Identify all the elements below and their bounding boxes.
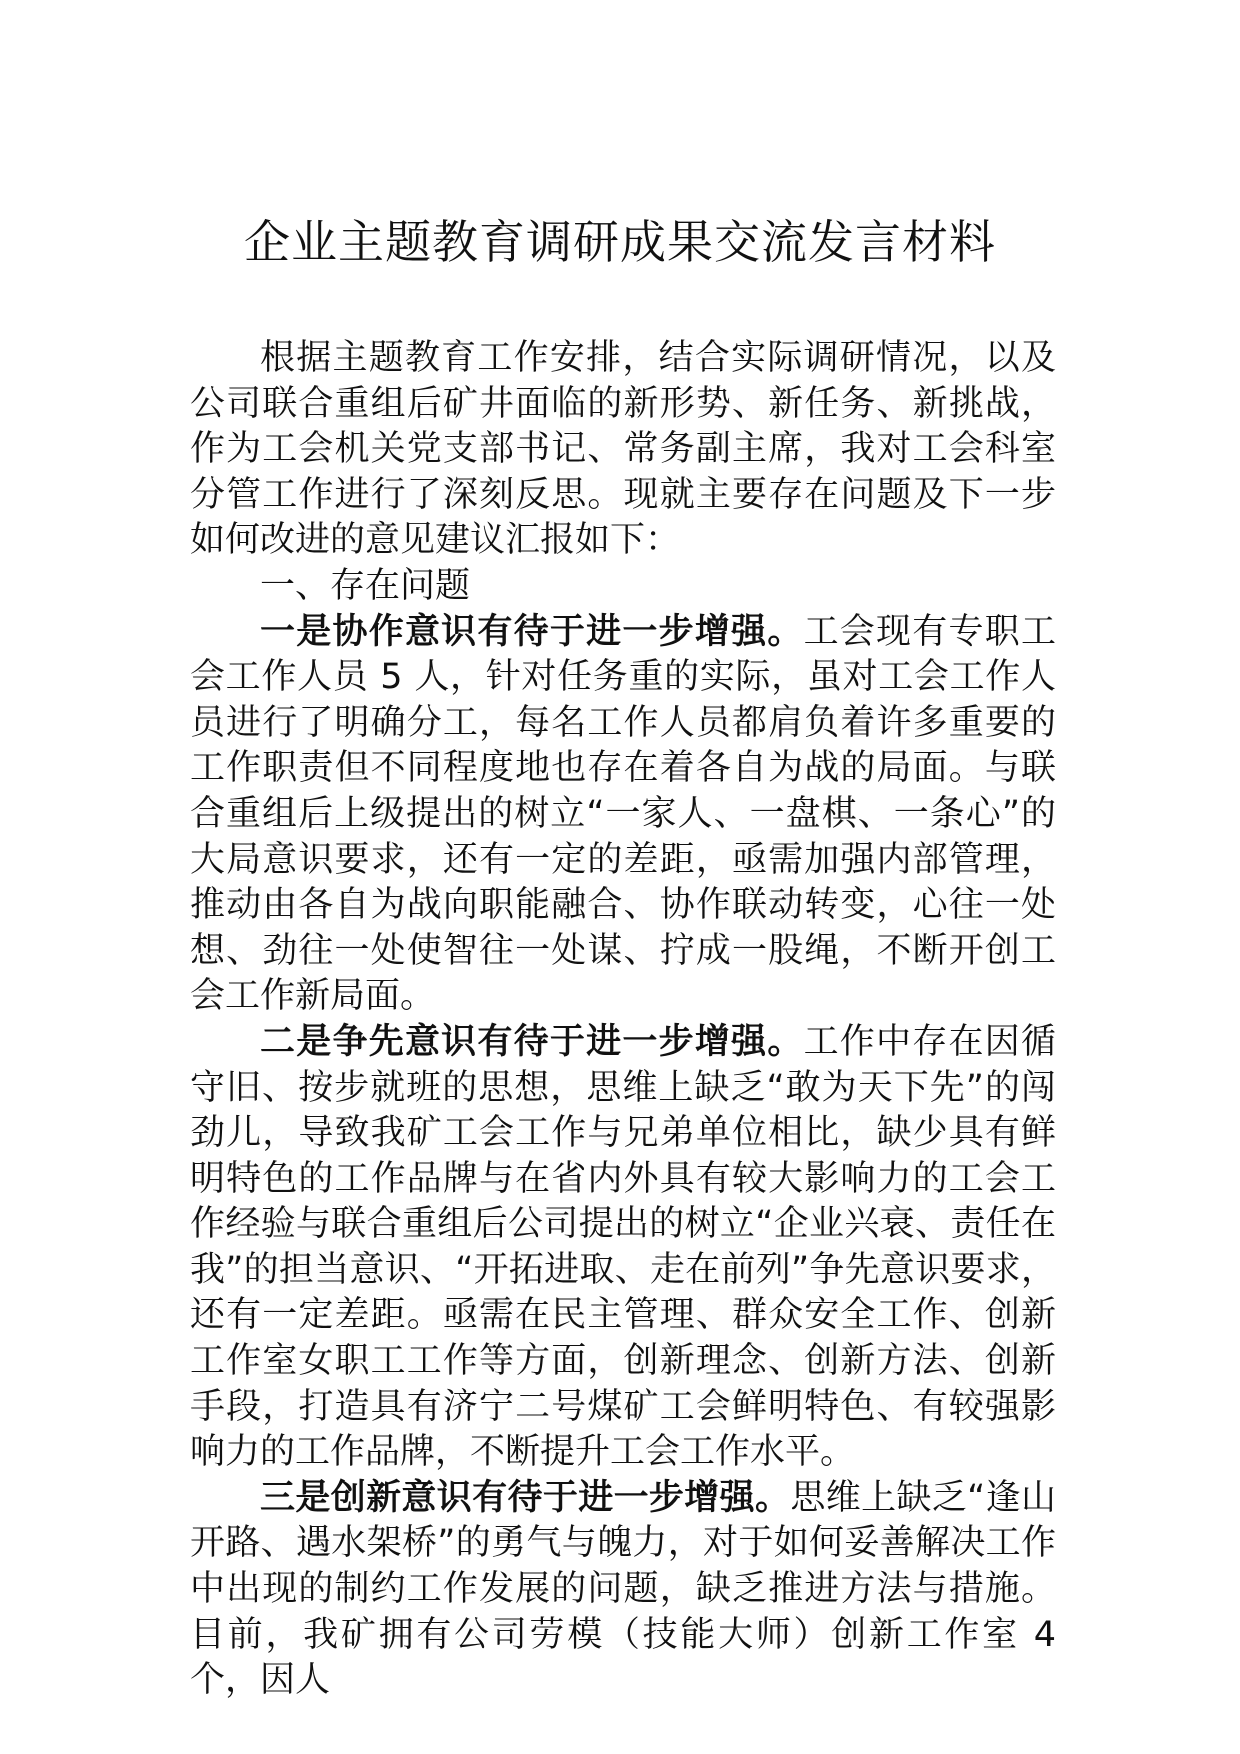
paragraph-lead: 二是争先意识有待于进一步增强。 <box>260 1021 804 1062</box>
section-heading-problems <box>190 564 1056 610</box>
paragraph-text: 根据主题教育工作安排，结合实际调研情况，以及公司联合重组后矿井面临的新形势、新任务、新挑战，作为工会机关党支部书记、常务副主席，我对工会科室分管工作进行了深刻反思。现就主要存在问题及下一步如何改进的意见建议汇报如下： <box>190 338 1056 561</box>
paragraph-lead: 一是协作意识有待于进一步增强。 <box>260 611 804 652</box>
paragraph-competition <box>190 1020 1056 1476</box>
paragraph-text: 工会现有专职工会工作人员 5 人，针对任务重的实际，虽对工会工作人员进行了明确分工，每名工作人员都肩负着许多重要的工作职责但不同程度地也存在着各自为战的局面。与联合重组后上级提出的树立“一家人、一盘棋、一条心”的大局意识要求，还有一定的差距，亟需加强内部管理，推动由各自为战向职能融合、协作联动转变，心往一处想、劲往一处使智往一处谋、拧成一股绳，不断开创工会工作新局面。 <box>190 611 1056 1017</box>
paragraph-intro <box>190 336 1056 564</box>
document-body <box>190 336 1056 1704</box>
document-title: 企业主题教育调研成果交流发言材料 <box>244 215 996 269</box>
section-heading-text: 一、存在问题 <box>260 565 471 606</box>
paragraph-text: 思维上缺乏“逢山开路、遇水架桥”的勇气与魄力，对于如何妥善解决工作中出现的制约工作发展的问题，缺乏推进方法与措施。目前，我矿拥有公司劳模（技能大师）创新工作室 4 个，因人 <box>190 1477 1056 1701</box>
paragraph-text: 工作中存在因循守旧、按步就班的思想，思维上缺乏“敢为天下先”的闯劲儿，导致我矿工会工作与兄弟单位相比，缺少具有鲜明特色的工作品牌与在省内外具有较大影响力的工会工作经验与联合重组后公司提出的树立“企业兴衰、责任在我”的担当意识、“开拓进取、走在前列”争先意识要求，还有一定差距。亟需在民主管理、群众安全工作、创新工作室女职工工作等方面，创新理念、创新方法、创新手段，打造具有济宁二号煤矿工会鲜明特色、有较强影响力的工作品牌，不断提升工会工作水平。 <box>190 1021 1056 1473</box>
paragraph-collaboration <box>190 610 1056 1020</box>
paragraph-lead: 三是创新意识有待于进一步增强。 <box>260 1477 791 1518</box>
paragraph-innovation <box>190 1476 1056 1704</box>
